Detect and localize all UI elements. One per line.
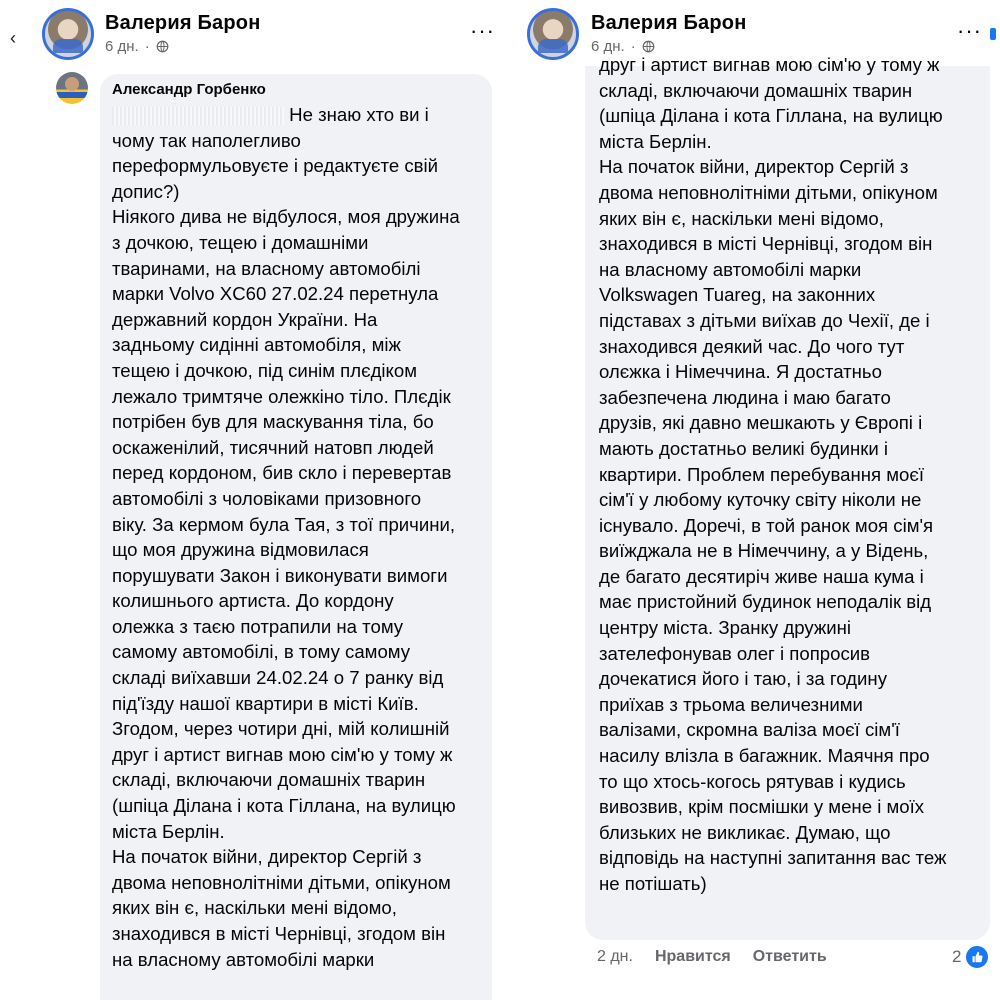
- comment-text-line: [599, 692, 976, 718]
- comment-text-line-content: що моя дружина відмовилася: [112, 539, 369, 561]
- comment-text-line-content: приїхав з трьома величезними: [599, 693, 863, 715]
- comment-text-line-content: мають достатньо великі будинки і: [599, 437, 889, 459]
- comment-text-line-content: квартири. Проблем перебування моєї: [599, 463, 925, 485]
- comment-text-line: [599, 462, 976, 488]
- comment-text-line: [112, 230, 480, 256]
- post-author-avatar[interactable]: [527, 8, 579, 60]
- comment-text-line: [112, 691, 480, 717]
- comment-text-line-content: лежало тримтяче олежкіно тіло. Плєдік: [112, 385, 451, 407]
- comment-text-line: [112, 179, 480, 205]
- comment-text-line-content: Volkswagen Tuareg, на законних: [599, 284, 876, 306]
- comment-text-line: [599, 717, 976, 743]
- comment-text-line-content: потрібен був для маскування тіла, бо: [112, 411, 434, 433]
- comment-text-line: [112, 742, 480, 768]
- comment-text-line: [112, 153, 480, 179]
- comment-text-line-content: чому так наполегливо: [112, 129, 301, 151]
- comment-text-line: [112, 947, 480, 973]
- comment-text-line-content: тещею і дочкою, під синім плєдіком: [112, 359, 418, 381]
- comment-text-line-content: яких він є, наскільки мені відомо,: [599, 207, 884, 229]
- reaction-count: 2: [952, 947, 962, 966]
- comment-text-line-content: то що хтось-когось рятував і кудись: [599, 770, 906, 792]
- comment-text-line-content: порушувати Закон і виконувати вимоги: [112, 564, 448, 586]
- meta-separator: ·: [144, 38, 150, 55]
- comment-text-line: [599, 334, 976, 360]
- comment-text-line: [599, 52, 976, 78]
- comment-text-line: [599, 410, 976, 436]
- globe-icon: [156, 40, 169, 53]
- comment-text-line-content: виїжджала не в Німеччину, а у Відень,: [599, 540, 929, 562]
- comment-text-line-content: міста Берлін.: [599, 130, 712, 152]
- post-author-avatar[interactable]: [42, 8, 94, 60]
- comment-text-line: [599, 794, 976, 820]
- comment-text-line-content: допис?): [112, 180, 180, 202]
- comment-text-line: [112, 563, 480, 589]
- comment-text-line-content: державний кордон України. На: [112, 308, 378, 330]
- comment-text: [112, 102, 480, 972]
- comment-text-line-content: друг і артист вигнав мою сім'ю у тому ж: [599, 54, 940, 75]
- comment-text-line-content: близьких не викликає. Думаю, що: [599, 821, 891, 843]
- comment-text-line-content: складі, включаючи домашніх тварин: [599, 79, 913, 101]
- comment-text-line-content: На початок війни, директор Сергій з: [112, 846, 422, 868]
- comment-text-line-content: існувало. Доречі, в той ранок моя сім'я: [599, 514, 934, 536]
- post-author-name[interactable]: Валерия Барон: [591, 12, 747, 34]
- comment-text-line-content: дочекатися його і таю, і за годину: [599, 668, 887, 690]
- comment-text-line-content: на власному автомобілі марки: [599, 258, 862, 280]
- comment-text-line-content: відповідь на наступні запитання вас теж: [599, 847, 947, 869]
- comment-text-line-content: центру міста. Зранку дружині: [599, 617, 852, 639]
- comment-text-line-content: віку. За кермом була Тая, з тої причини,: [112, 513, 456, 535]
- post-time[interactable]: 6 дн.: [591, 38, 625, 55]
- comment-text-line: [599, 180, 976, 206]
- right-screenshot-panel: [505, 0, 1000, 1000]
- comment-text-line-content: марки Volvo XC60 27.02.24 перетнула: [112, 283, 439, 305]
- comment-text-line: [599, 103, 976, 129]
- comment-text-line: [599, 589, 976, 615]
- comment-text-line-content: де багато десятиріч живе наша кума і: [599, 565, 924, 587]
- comment-text-line: [112, 767, 480, 793]
- comment-text-line-content: має пристойний будинок неподалік від: [599, 591, 932, 613]
- reply-button[interactable]: Ответить: [752, 948, 827, 965]
- comment-text-line-content: друзів, які давно мешкають у Європі і: [599, 412, 923, 434]
- comment-text-line-content: (шпіца Ділана і кота Гіллана, на вулицю: [599, 105, 943, 127]
- comment-bubble: [100, 74, 492, 1000]
- comment-text-line: [599, 78, 976, 104]
- comment-text-line: [112, 307, 480, 333]
- comment-text-line: [599, 820, 976, 846]
- comment-text-line: [112, 435, 480, 461]
- comment-text-line: [599, 359, 976, 385]
- comment-text-line: [599, 871, 976, 897]
- post-meta: [105, 38, 169, 55]
- comment-text-line: [599, 615, 976, 641]
- comment-text-line: [599, 436, 976, 462]
- comment-text-line: [599, 257, 976, 283]
- comment-text-line: [599, 845, 976, 871]
- comment-text-line-content: знаходився в місті Чернівці, згодом він: [599, 233, 933, 255]
- comment-author-name[interactable]: Александр Горбенко: [112, 81, 266, 98]
- comment-text-line: [112, 512, 480, 538]
- comment-text-line-content: перед кордоном, бив скло і перевертав: [112, 462, 452, 484]
- comment-text-line: [599, 641, 976, 667]
- back-chevron-icon[interactable]: ‹: [10, 28, 16, 48]
- comment-text-line: [599, 206, 976, 232]
- meta-separator: ·: [630, 38, 636, 55]
- more-options-icon[interactable]: ···: [957, 18, 982, 43]
- comment-text-line: [112, 128, 480, 154]
- comment-text-line-content: самому автомобілі, в тому самому: [112, 641, 411, 663]
- comment-time[interactable]: 2 дн.: [597, 948, 633, 965]
- comment-text-line-content: знаходився в місті Чернівці, згодом він: [112, 923, 446, 944]
- comment-text-line-content: переформульовуєте і редактуєте свій: [112, 155, 439, 177]
- comment-text-line: [112, 409, 480, 435]
- comment-text-line: [112, 665, 480, 691]
- comment-text-line-content: (шпіца Ділана і кота Гіллана, на вулицю: [112, 795, 456, 817]
- comment-text-line-content: забезпечена людина і маю багато: [599, 386, 891, 408]
- comment-text-line: [599, 385, 976, 411]
- comment-text-line: [112, 384, 480, 410]
- comment-text-line: [599, 743, 976, 769]
- comment-text-line: [599, 308, 976, 334]
- comment-text-line-content: знаходився деякий час. До чого тут: [599, 335, 905, 357]
- comment-text-line: [112, 819, 480, 845]
- more-options-icon[interactable]: ···: [470, 18, 495, 43]
- comment-text-line-content: Згодом, через чотири дні, мій колишній: [112, 718, 450, 740]
- comment-text-line: [599, 154, 976, 180]
- comment-text-line: [112, 204, 480, 230]
- facebook-edge-icon: [990, 28, 996, 40]
- comment-text-line: [112, 102, 480, 128]
- comment-text-line-content: яких він є, наскільки мені відомо,: [112, 897, 397, 919]
- comment-text-line-content: на власному автомобілі марки: [112, 948, 375, 970]
- comment-text-line: [112, 870, 480, 896]
- comment-text-line-content: валізами, скромна валіза моєї сім'ї: [599, 719, 900, 741]
- comment-text-line: [112, 281, 480, 307]
- comment-text-line: [112, 537, 480, 563]
- comment-text-line-content: олежка з таєю потрапили на тому: [112, 615, 404, 637]
- comment-text-line-content: під'їзду нашої квартири в місті Київ.: [112, 692, 419, 714]
- comment-text-line-content: оскаженілий, тисячний натовп людей: [112, 436, 434, 458]
- comment-text-line-content: насилу влізла в багажник. Маячня про: [599, 745, 930, 767]
- comment-text-line: [599, 538, 976, 564]
- commenter-avatar[interactable]: [56, 72, 88, 104]
- comment-text-line: [112, 793, 480, 819]
- comment-text-line: [112, 639, 480, 665]
- comment-bubble: [585, 54, 990, 940]
- reaction-summary[interactable]: [952, 944, 990, 970]
- comment-text-line-content: друг і артист вигнав мою сім'ю у тому ж: [112, 743, 453, 765]
- comment-text-line-content: двома неповнолітніми дітьми, опікуном: [112, 871, 451, 893]
- comment-text-line-content: колишнього артиста. До кордону: [112, 590, 394, 612]
- comment-text-line-content: сім'ї у любому куточку світу ніколи не: [599, 489, 922, 511]
- comment-text-line: [599, 282, 976, 308]
- comment-text-line: [112, 256, 480, 282]
- comment-text-line-content: підставах з дітьми виїхав до Чехії, де і: [599, 309, 930, 331]
- comment-text-line: [112, 460, 480, 486]
- comment-text-line: [112, 614, 480, 640]
- comment-text: [599, 52, 976, 897]
- comment-text-line-content: Не знаю хто ви і: [289, 104, 429, 125]
- comment-text-line: [112, 844, 480, 870]
- comment-text-line: [112, 716, 480, 742]
- comment-actions: [597, 948, 827, 966]
- comment-text-line-content: складі виїхавши 24.02.24 о 7 ранку від: [112, 667, 444, 689]
- comment-text-line-content: двома неповнолітніми дітьми, опікуном: [599, 181, 938, 203]
- comment-text-line: [112, 895, 480, 921]
- comment-text-line-content: міста Берлін.: [112, 820, 225, 842]
- comment-text-line: [112, 588, 480, 614]
- comment-text-line-content: вивозвив, крім посмішки у мене і моїх: [599, 796, 925, 818]
- comment-text-line: [112, 486, 480, 512]
- comment-text-line: [599, 666, 976, 692]
- post-time[interactable]: 6 дн.: [105, 38, 139, 55]
- comment-text-line-content: автомобілі з чоловіками призовного: [112, 487, 422, 509]
- comment-text-line-content: з дочкою, тещею і домашніми: [112, 231, 369, 253]
- redacted-name-mark: [112, 107, 284, 125]
- comment-text-line: [599, 769, 976, 795]
- post-header: [0, 0, 500, 70]
- comment-text-line: [599, 129, 976, 155]
- comment-text-line: [599, 513, 976, 539]
- comment-text-line: [599, 487, 976, 513]
- comment-text-line-content: не потішать): [599, 873, 707, 894]
- comment-text-line: [112, 921, 480, 947]
- like-reaction-icon: [964, 944, 990, 970]
- comment-text-line: [599, 564, 976, 590]
- comment-text-line-content: олєжка і Німеччина. Я достатньо: [599, 361, 882, 383]
- comment-text-line-content: задньому сидінні автомобіля, між: [112, 334, 401, 356]
- comment-text-line-content: На початок війни, директор Сергій з: [599, 156, 909, 178]
- comment-text-line: [599, 231, 976, 257]
- comment-text-line-content: зателефонував олег і попросив: [599, 642, 871, 664]
- comment-text-line-content: Ніякого дива не відбулося, моя дружина: [112, 206, 460, 228]
- comment-text-line-content: складі, включаючи домашніх тварин: [112, 769, 426, 791]
- comment-text-line-content: тваринами, на власному автомобілі: [112, 257, 421, 279]
- comment-text-line: [112, 358, 480, 384]
- comment-text-line: [112, 332, 480, 358]
- post-author-name[interactable]: Валерия Барон: [105, 12, 261, 34]
- like-button[interactable]: Нравится: [654, 948, 731, 965]
